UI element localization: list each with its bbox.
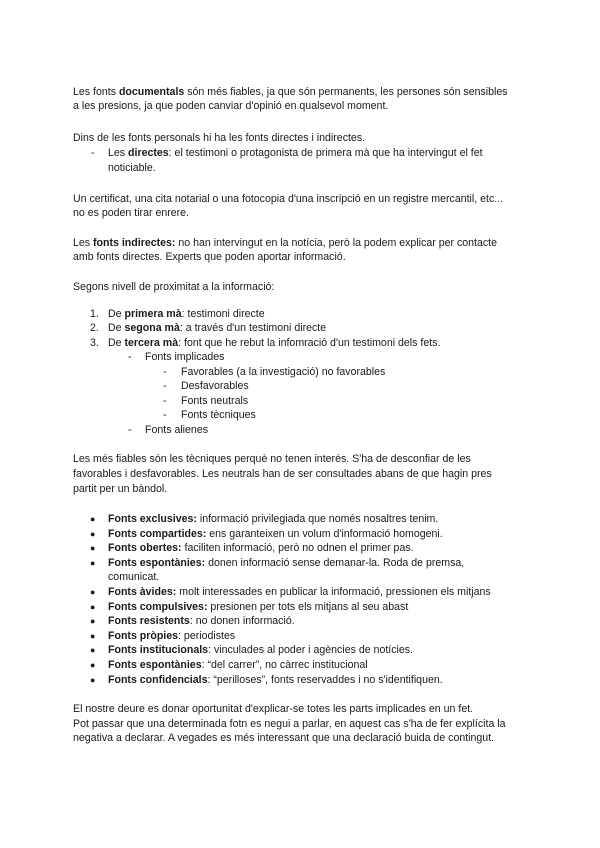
bullet-icon: ●	[90, 602, 96, 612]
list-dash: -	[163, 366, 167, 378]
bullet-item: Fonts compulsives: presionen per tots els mitjans al seu abast	[108, 601, 409, 613]
numbered-item-tercera: De tercera mà: font que he rebut la infomració d'un testimoni dels fets.	[108, 337, 441, 349]
paragraph-documentals-line1: Les fonts documentals són més fiables, ja que són permanents, les persones són sensibles	[73, 86, 508, 98]
sub-item-tecniques: Fonts tècniques	[181, 409, 256, 421]
paragraph-deure-line2: Pot passar que una determinada fotn es negui a parlar, en aquest cas s'ha de fer explícita la	[73, 718, 506, 730]
list-item-directes-line1: Les directes: el testimoni o protagonista de primera mà que ha intervingut el fet	[108, 147, 483, 159]
bullet-item: Fonts institucionals: vinculades al poder i agències de notícies.	[108, 644, 414, 656]
numbered-item-primera: De primera mà: testimoni directe	[108, 308, 265, 320]
bullet-item: Fonts àvides: molt interessades en publicar la informació, pressionen els mitjans	[108, 586, 491, 598]
sub-item-favorables: Favorables (a la investigació) no favorables	[181, 366, 386, 378]
bullet-item: Fonts confidencials: “perilloses”, fonts reservaddes i no s'identifiquen.	[108, 674, 443, 686]
bullet-icon: ●	[90, 675, 96, 685]
sub-item-implicades: Fonts implicades	[145, 351, 225, 363]
bullet-icon: ●	[90, 558, 96, 568]
paragraph-fiables-line3: partit per un bàndol.	[73, 483, 168, 495]
bullet-icon: ●	[90, 587, 96, 597]
bullet-item-continuation: comunicat.	[108, 571, 160, 583]
bullet-item: Fonts obertes: faciliten informació, però no odnen el primer pas.	[108, 542, 414, 554]
bullet-icon: ●	[90, 529, 96, 539]
list-number: 2.	[90, 322, 99, 334]
sub-item-neutrals: Fonts neutrals	[181, 395, 249, 407]
list-dash: -	[91, 147, 95, 159]
sub-item-desfavorables: Desfavorables	[181, 380, 249, 392]
list-dash: -	[163, 395, 167, 407]
bullet-icon: ●	[90, 616, 96, 626]
paragraph-indirectes-line1: Les fonts indirectes: no han intervingut en la notícia, però la podem explicar per contacte	[73, 237, 497, 249]
bullet-item: Fonts compartides: ens garanteixen un volum d'informació homogeni.	[108, 528, 443, 540]
bullet-item: Fonts pròpies: periodistes	[108, 630, 236, 642]
bullet-item: Fonts resistents: no donen informació.	[108, 615, 295, 627]
list-number: 3.	[90, 337, 99, 349]
bullet-icon: ●	[90, 514, 96, 524]
paragraph-fiables-line1: Les més fiables són les tècniques perquè no tenen interés. S'ha de desconfiar de les	[73, 453, 471, 465]
paragraph-deure-line1: El nostre deure es donar oportunitat d'explicar-se totes les parts implicades en un fet.	[73, 703, 474, 715]
numbered-item-segona: De segona mà: a través d'un testimoni directe	[108, 322, 327, 334]
list-item-directes-line2: noticiable.	[108, 162, 156, 174]
sub-item-alienes: Fonts alienes	[145, 424, 209, 436]
bullet-item: Fonts espontànies: “del carrer”, no càrrec institucional	[108, 659, 368, 671]
bullet-item: Fonts exclusives: informació privilegiada que només nosaltres tenim.	[108, 513, 439, 525]
bullet-item: Fonts espontànies: donen informació sense demanar-la. Roda de premsa,	[108, 557, 465, 569]
list-dash: -	[128, 351, 132, 363]
list-dash: -	[163, 380, 167, 392]
paragraph-deure-line3: negativa a declarar. A vegades es més interessant que una declaració buida de contingut.	[73, 732, 495, 744]
paragraph-fiables-line2: favorables i desfavorables. Les neutrals han de ser consultades abans de que hagin pres	[73, 468, 492, 480]
bullet-icon: ●	[90, 645, 96, 655]
bullet-icon: ●	[90, 631, 96, 641]
bullet-icon: ●	[90, 660, 96, 670]
list-number: 1.	[90, 308, 99, 320]
paragraph-indirectes-line2: amb fonts directes. Experts que poden aportar informació.	[73, 251, 346, 263]
paragraph-documentals-line2: a les presions, ja que poden canviar d'opinió en qualsevol moment.	[73, 100, 389, 112]
list-dash: -	[128, 424, 132, 436]
paragraph-certificat-line2: no es poden tirar enrere.	[73, 207, 190, 219]
paragraph-personals: Dins de les fonts personals hi ha les fonts directes i indirectes.	[73, 132, 366, 144]
paragraph-proximitat: Segons nivell de proximitat a la informació:	[73, 281, 275, 293]
list-dash: -	[163, 409, 167, 421]
bullet-icon: ●	[90, 543, 96, 553]
paragraph-certificat-line1: Un certificat, una cita notarial o una fotocopia d'una inscripció en un registre mercantil, etc...	[73, 193, 504, 205]
